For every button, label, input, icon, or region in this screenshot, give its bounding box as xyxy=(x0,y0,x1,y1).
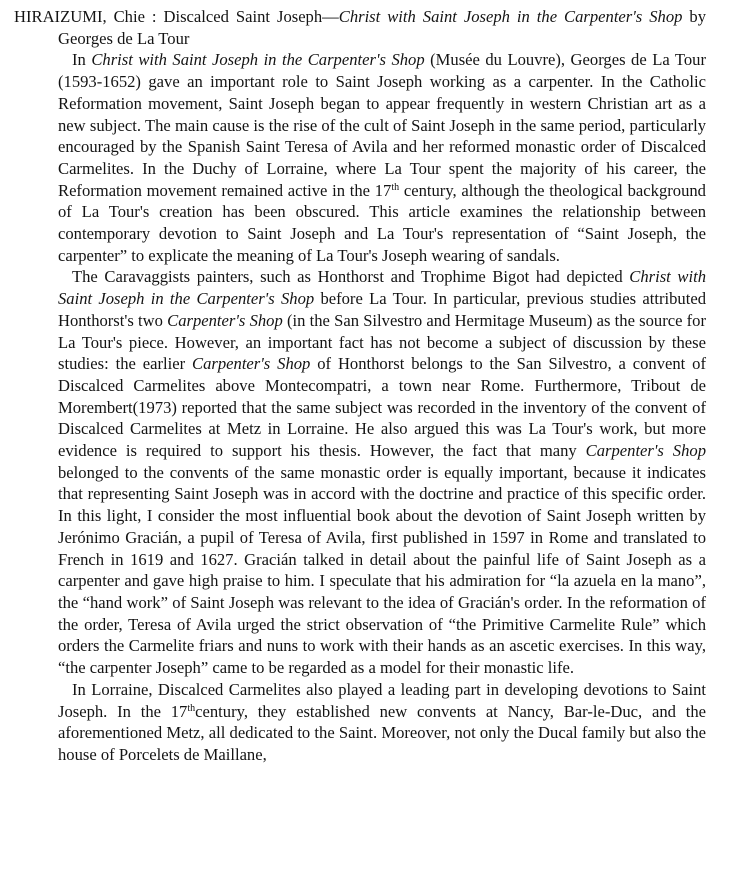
superscript-text: th xyxy=(391,181,400,193)
paragraph-text: In xyxy=(72,50,92,70)
byline: by Georges de La Tour xyxy=(58,7,707,48)
italic-title-text: Christ with Saint Joseph in the Carpenter's Shop xyxy=(58,267,706,309)
paragraph-text: belonged to the convents of the same monastic order is equally important, because it indicates that representing Saint Joseph was in accord with the doctrine and practice of this specific order. In this light, I consider the most influential book about the devotion of Saint Joseph written by Jerónimo Gracián, a pupil of Teresa of Avila, first published in 1597 in Rome and translated to French in 1619 and 1627. Gracián talked in detail about the painful life of Saint Joseph as a carpenter and gave high praise to him. I speculate that his admiration for “la azuela en la mano”, the “hand work” of Saint Joseph was relevant to the idea of Gracián's order. In the reformation of the order, Teresa of Avila urged the strict observation of “the Primitive Carmelite Rule” which orders the Carmelite friars and nuns to work with their hands as an ascetic exercises. In this way, “the carpenter Joseph” came to be regarded as a model for their monastic life. xyxy=(58,462,706,678)
paragraph-text: (Musée du Louvre), Georges de La Tour (1593-1652) gave an important role to Saint Joseph working as a carpenter. In the Catholic Reformation movement, Saint Joseph began to appear frequently in western Christian art as a new subject. The main cause is the rise of the cult of Saint Joseph in the same period, particularly encouraged by the Spanish Saint Teresa of Avila and her reformed monastic order of Discalced Carmelites. In the Duchy of Lorraine, where La Tour spent the majority of his career, the Reformation movement remained active in the 17 xyxy=(58,50,706,200)
italic-title-text: Christ with Saint Joseph in the Carpenter's Shop xyxy=(91,50,425,70)
paragraph-text: In Lorraine, Discalced Carmelites also played a leading part in developing devotions to Saint Joseph. In the 17 xyxy=(58,679,706,721)
paragraph-text: before La Tour. In particular, previous studies attributed Honthorst's two xyxy=(58,289,706,330)
paragraph-text: The Caravaggists painters, such as Honthorst and Trophime Bigot had depicted xyxy=(72,267,630,287)
italic-title-text: Carpenter's Shop xyxy=(585,441,706,461)
italic-title-text: Carpenter's Shop xyxy=(192,354,311,374)
superscript-text: th xyxy=(187,702,196,714)
paragraph-text: of Honthorst belongs to the San Silvestro, a convent of Discalced Carmelites above Montecompatri, a town near Rome. Furthermore, Tribout de Morembert(1973) reported that the same subject was recorded in the inventory of the convent of Discalced Carmelites at Metz in Lorraine. He also argued this was La Tour's work, but more evidence is required to support his thesis. However, the fact that many xyxy=(58,354,707,461)
paragraph-text: century, they established new convents at Nancy, Bar-le-Duc, and the aforementioned Metz, all dedicated to the Saint. Moreover, not only the Ducal family but also the house of Porcelets de Maillane, xyxy=(58,701,706,764)
body-paragraph xyxy=(58,49,706,266)
article-body xyxy=(58,49,706,765)
article-heading xyxy=(14,6,706,49)
body-paragraph xyxy=(58,679,706,766)
paragraph-text: century, although the theological background of La Tour's creation has been obscured. This article examines the relationship between contemporary devotion to Saint Joseph and La Tour's representation of “Saint Joseph, the carpenter” to explicate the meaning of La Tour's Joseph wearing of sandals. xyxy=(58,180,706,265)
paragraph-text: (in the San Silvestro and Hermitage Museum) as the source for La Tour's piece. However, an important fact has not become a subject of discussion by these studies: the earlier xyxy=(58,310,707,374)
italic-title-text: Carpenter's Shop xyxy=(167,310,283,330)
painting-title: Christ with Saint Joseph in the Carpenter's Shop xyxy=(338,7,683,26)
body-paragraph xyxy=(58,266,706,678)
author-and-subject: HIRAIZUMI, Chie : Discalced Saint Joseph— xyxy=(14,7,339,26)
